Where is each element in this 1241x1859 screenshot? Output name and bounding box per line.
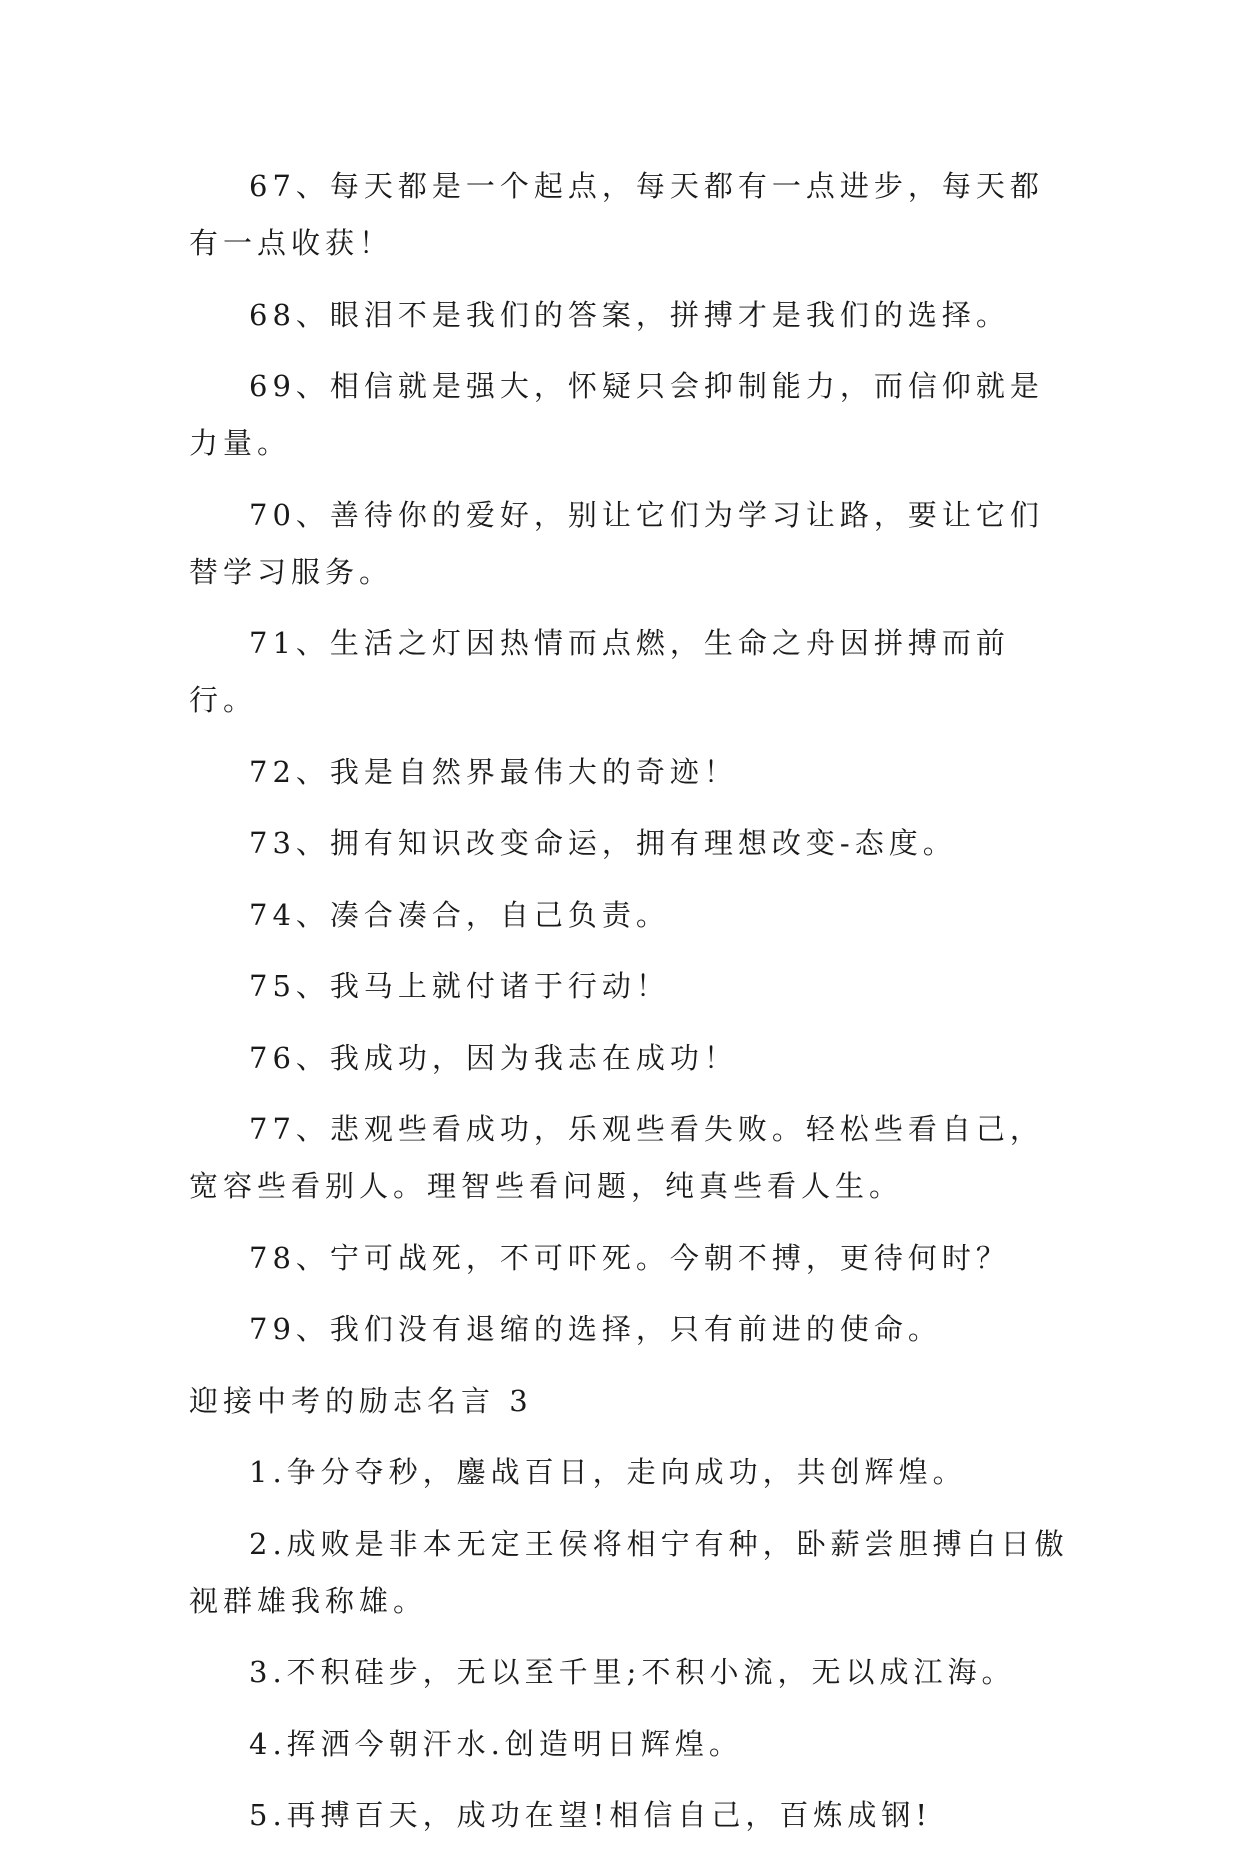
quote-paragraph: 74、凑合凑合，自己负责。: [249, 897, 670, 932]
quote-paragraph: 70、善待你的爱好，别让它们为学习让路，要让它们替学习服务。: [189, 497, 1044, 589]
quote-paragraph: 3.不积硅步，无以至千里;不积小流，无以成江海。: [249, 1655, 1016, 1689]
quote-paragraph: 73、拥有知识改变命运，拥有理想改变-态度。: [249, 826, 957, 860]
quote-paragraph: 76、我成功，因为我志在成功！: [249, 1040, 738, 1075]
quote-paragraph: 4.挥洒今朝汗水.创造明日辉煌。: [249, 1726, 743, 1761]
quote-paragraph: 75、我马上就付诸于行动！: [249, 969, 670, 1003]
quote-paragraph: 5.再搏百天，成功在望!相信自己，百炼成钢!: [249, 1798, 932, 1832]
quote-paragraph: 71、生活之灯因热情而点燃，生命之舟因拼搏而前行。: [189, 626, 1010, 717]
quote-paragraph: 77、悲观些看成功，乐观些看失败。轻松些看自己，宽容些看别人。理智些看问题，纯真些看人生。: [189, 1112, 1044, 1203]
quote-paragraph: 1.争分夺秒，鏖战百日，走向成功，共创辉煌。: [249, 1455, 967, 1489]
quote-paragraph: 2.成败是非本无定王侯将相宁有种，卧薪尝胆搏白日傲视群雄我称雄。: [189, 1526, 1069, 1618]
quote-paragraph: 69、相信就是强大，怀疑只会抑制能力，而信仰就是力量。: [189, 369, 1044, 460]
quote-paragraph: 72、我是自然界最伟大的奇迹！: [249, 754, 738, 789]
quote-paragraph: 67、每天都是一个起点，每天都有一点进步，每天都有一点收获！: [189, 169, 1044, 260]
quote-paragraph: 68、眼泪不是我们的答案，拼搏才是我们的选择。: [249, 297, 1010, 332]
quote-paragraph: 79、我们没有退缩的选择，只有前进的使命。: [249, 1312, 942, 1346]
quote-paragraph: 78、宁可战死，不可吓死。今朝不搏，更待何时？: [249, 1240, 1010, 1275]
document-body: [189, 158, 1069, 1859]
section-heading: 迎接中考的励志名言 3: [189, 1383, 533, 1418]
